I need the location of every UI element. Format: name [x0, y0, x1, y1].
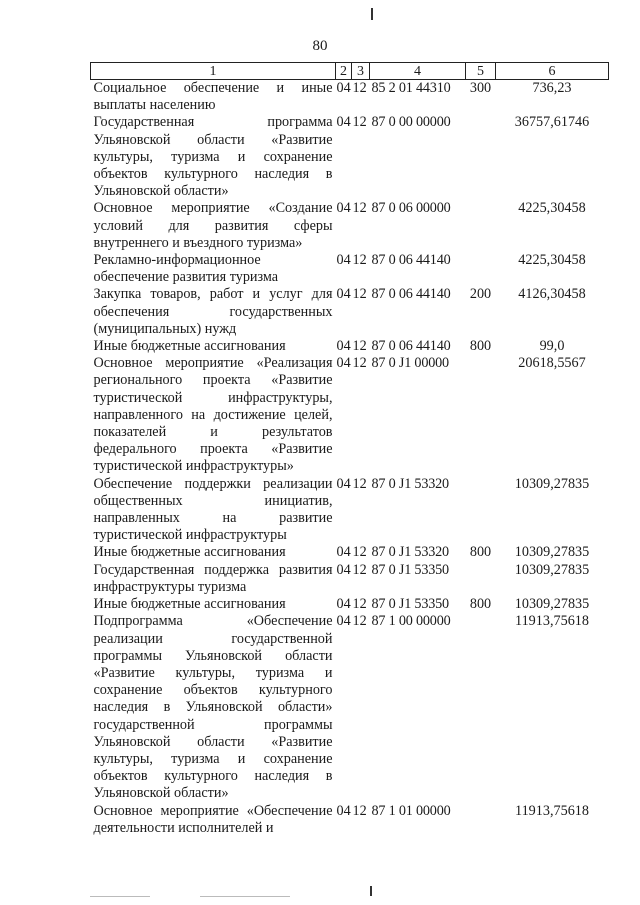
expense-type-code — [466, 476, 496, 545]
subsection-code: 12 — [352, 544, 367, 561]
expense-type-code — [466, 252, 496, 286]
amount: 10309,27835 — [514, 544, 590, 561]
expense-type-code: 300 — [469, 80, 492, 96]
row-name: Подпрограмма «Обеспечение реализации государственной программы Ульяновской области «Развитие культуры, туризма и сохранение объектов культурного наследия в Ульяновской области» государственной программы Ульяновской области «Развитие культуры, туризма и сохранение объектов культурного наследия в Ульяновской области» — [93, 613, 333, 802]
expense-type-code — [466, 562, 496, 596]
target-article-code: 87 1 00 00000 — [371, 613, 451, 630]
row-name: Социальное обеспечение и иные выплаты населению — [93, 80, 333, 114]
section-code: 04 — [336, 114, 351, 131]
subsection-code: 12 — [352, 355, 367, 372]
expense-type-code — [466, 114, 496, 200]
section-code: 04 — [336, 596, 351, 613]
section-code: 04 — [336, 200, 351, 217]
header-row — [91, 63, 609, 80]
table-row — [91, 476, 609, 545]
subsection-code: 12 — [352, 286, 367, 303]
amount: 11913,75618 — [515, 802, 589, 819]
table-row — [91, 200, 609, 252]
table-row — [91, 114, 609, 200]
target-article-code: 87 0 06 44140 — [371, 252, 451, 269]
section-code: 04 — [336, 561, 351, 578]
section-code: 04 — [336, 80, 351, 96]
scan-speck — [200, 896, 290, 897]
table-row — [91, 613, 609, 802]
amount: 20618,5567 — [518, 355, 586, 372]
header-cell: 5 — [466, 63, 496, 80]
table-row — [91, 544, 609, 561]
subsection-code: 12 — [352, 80, 367, 96]
target-article-code: 87 0 J1 53320 — [371, 475, 449, 492]
section-code: 04 — [336, 613, 351, 630]
row-name: Закупка товаров, работ и услуг для обеспечения государственных (муниципальных) нужд — [93, 286, 333, 337]
subsection-code: 12 — [352, 613, 367, 630]
amount: 4126,30458 — [518, 286, 586, 303]
target-article-code: 87 0 06 00000 — [371, 200, 451, 217]
row-name: Государственная программа Ульяновской области «Развитие культуры, туризма и сохранение объектов культурного наследия в Ульяновской области» — [93, 114, 333, 200]
scan-speck — [90, 896, 150, 897]
expense-type-code: 800 — [469, 338, 492, 355]
expense-type-code: 200 — [469, 286, 492, 303]
header-cell: 4 — [370, 63, 466, 80]
header-cell: 3 — [352, 63, 370, 80]
target-article-code: 87 0 J1 53350 — [371, 561, 449, 578]
section-code: 04 — [336, 544, 351, 561]
subsection-code: 12 — [352, 200, 367, 217]
target-article-code: 87 0 J1 53320 — [371, 544, 449, 561]
subsection-code: 12 — [352, 802, 367, 819]
expense-type-code: 800 — [469, 544, 492, 561]
subsection-code: 12 — [352, 596, 367, 613]
section-code: 04 — [336, 475, 351, 492]
target-article-code: 87 0 06 44140 — [371, 286, 451, 303]
row-name: Основное мероприятие «Создание условий для развития сферы внутреннего и въездного туризма» — [93, 200, 333, 251]
amount: 10309,27835 — [514, 561, 590, 578]
target-article-code: 87 0 00 00000 — [371, 114, 451, 131]
budget-table — [90, 62, 609, 837]
row-name: Основное мероприятие «Обеспечение деятельности исполнителей и — [93, 802, 333, 836]
subsection-code: 12 — [352, 338, 367, 355]
amount: 36757,61746 — [514, 114, 590, 131]
row-name: Иные бюджетные ассигнования — [93, 544, 286, 561]
target-article-code: 87 0 J1 00000 — [371, 355, 449, 372]
expense-type-code — [466, 355, 496, 475]
scan-mark-bottom — [370, 886, 372, 896]
amount: 10309,27835 — [514, 475, 590, 492]
table-row — [91, 596, 609, 613]
target-article-code: 87 0 J1 53350 — [371, 596, 449, 613]
page-number: 80 — [312, 38, 328, 54]
expense-type-code — [466, 613, 496, 802]
amount: 99,0 — [539, 338, 565, 355]
table-row — [91, 338, 609, 355]
section-code: 04 — [336, 355, 351, 372]
subsection-code: 12 — [352, 114, 367, 131]
section-code: 04 — [336, 338, 351, 355]
header-cell: 6 — [496, 63, 609, 80]
row-name: Государственная поддержка развития инфраструктуры туризма — [93, 561, 333, 595]
row-name: Основное мероприятие «Реализация регионального проекта «Развитие туристической инфраструктуры, направленного на достижение целей, показателей и результатов федерального проекта «Развитие туристической инфраструктуры» — [93, 355, 333, 475]
header-cell: 1 — [91, 63, 336, 80]
scan-mark-top — [371, 8, 373, 20]
table-row — [91, 562, 609, 596]
table-row — [91, 80, 609, 115]
subsection-code: 12 — [352, 252, 367, 269]
amount: 4225,30458 — [518, 252, 586, 269]
row-name: Обеспечение поддержки реализации общественных инициатив, направленных на развитие туристической инфраструктуры — [93, 475, 333, 544]
amount: 11913,75618 — [515, 613, 589, 630]
section-code: 04 — [336, 252, 351, 269]
target-article-code: 87 1 01 00000 — [371, 802, 451, 819]
amount: 4225,30458 — [518, 200, 586, 217]
subsection-code: 12 — [352, 475, 367, 492]
expense-type-code: 800 — [469, 596, 492, 613]
target-article-code: 85 2 01 44310 — [371, 80, 451, 96]
row-name: Иные бюджетные ассигнования — [93, 338, 286, 355]
amount: 736,23 — [532, 80, 572, 96]
target-article-code: 87 0 06 44140 — [371, 338, 451, 355]
table-row — [91, 252, 609, 286]
table-row — [91, 286, 609, 338]
row-name: Рекламно-информационное обеспечение развития туризма — [93, 252, 279, 286]
row-name: Иные бюджетные ассигнования — [93, 596, 286, 613]
expense-type-code — [466, 803, 496, 837]
section-code: 04 — [336, 802, 351, 819]
header-cell: 2 — [336, 63, 352, 80]
subsection-code: 12 — [352, 561, 367, 578]
expense-type-code — [466, 200, 496, 252]
table-row — [91, 355, 609, 475]
table-row — [91, 803, 609, 837]
amount: 10309,27835 — [514, 596, 590, 613]
section-code: 04 — [336, 286, 351, 303]
